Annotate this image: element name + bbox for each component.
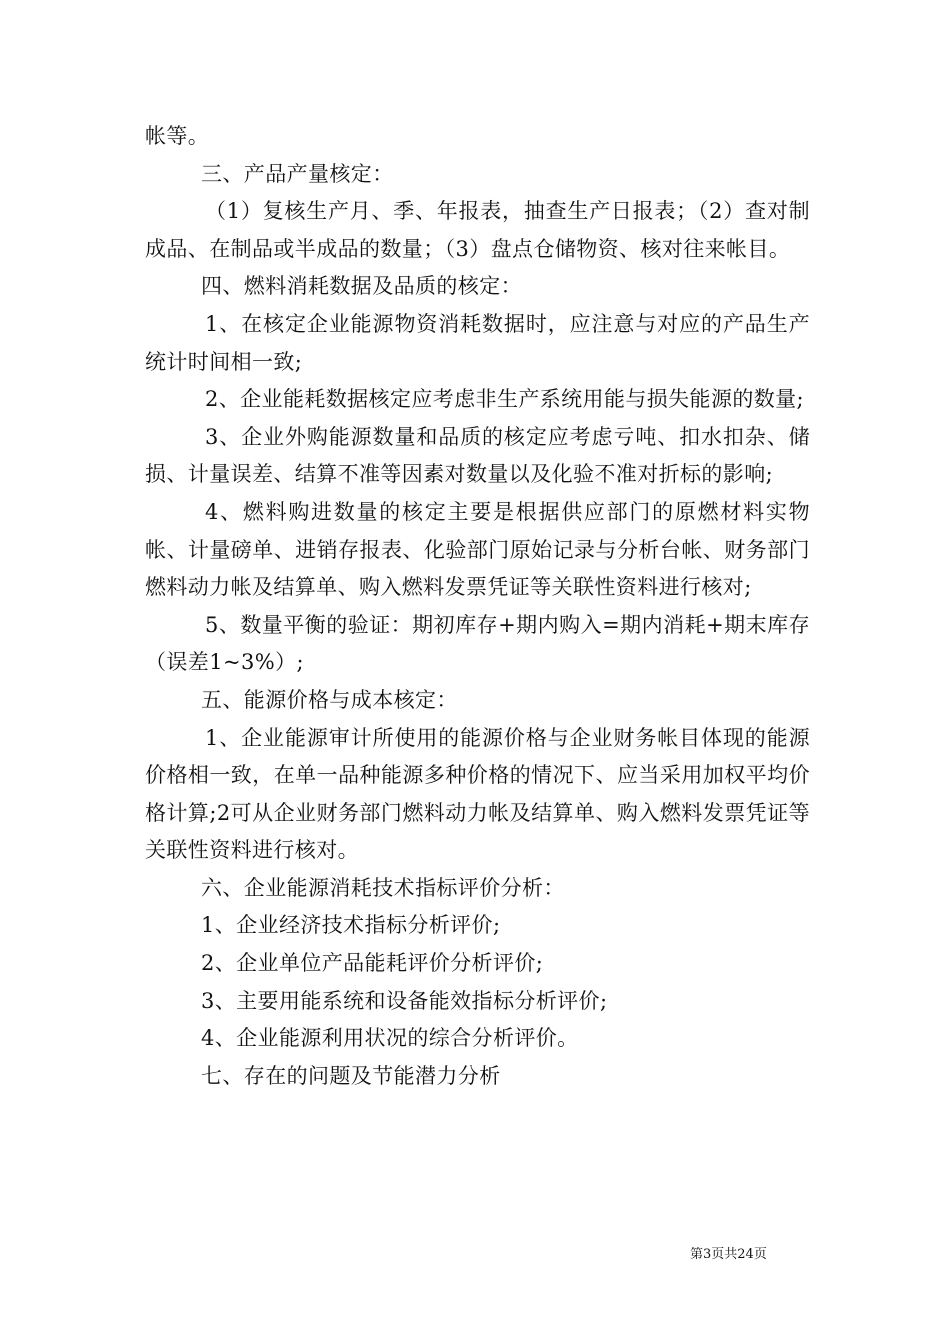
list-item-price-1: 1、企业能源审计所使用的能源价格与企业财务帐目体现的能源价格相一致，在单一品种能源多种价格的情况下、应当采用加权平均价格计算;2可从企业财务部门燃料动力帐及结算单、购入燃料发票凭证等关联性资料进行核对。 xyxy=(145,725,810,863)
list-item-fuel-3: 3、企业外购能源数量和品质的核定应考虑亏吨、扣水扣杂、储损、计量误差、结算不准等因素对数量以及化验不准对折标的影响; xyxy=(145,424,810,487)
document-body xyxy=(145,118,810,1095)
heading-fuel-consumption: 四、燃料消耗数据及品质的核定： xyxy=(201,274,522,299)
list-item-indicator-2: 2、企业单位产品能耗评价分析评价; xyxy=(201,951,544,976)
paragraph-output-checks: （1）复核生产月、季、年报表，抽查生产日报表；（2）查对制成品、在制品或半成品的数量；（3）盘点仓储物资、核对往来帐目。 xyxy=(145,199,810,261)
list-item-indicator-4: 4、企业能源利用状况的综合分析评价。 xyxy=(201,1026,579,1051)
heading-energy-price: 五、能源价格与成本核定： xyxy=(201,687,458,712)
heading-technical-indicators: 六、企业能源消耗技术指标评价分析： xyxy=(201,875,565,900)
heading-problems-potential: 七、存在的问题及节能潜力分析 xyxy=(201,1063,501,1088)
list-item-fuel-1: 1、在核定企业能源物资消耗数据时，应注意与对应的产品生产统计时间相一致; xyxy=(145,311,810,374)
list-item-indicator-1: 1、企业经济技术指标分析评价; xyxy=(201,913,501,938)
list-item-fuel-2: 2、企业能耗数据核定应考虑非生产系统用能与损失能源的数量; xyxy=(205,387,805,412)
list-item-fuel-4: 4、燃料购进数量的核定主要是根据供应部门的原燃材料实物帐、计量磅单、进销存报表、化验部门原始记录与分析台帐、财务部门燃料动力帐及结算单、购入燃料发票凭证等关联性资料进行核对; xyxy=(145,499,810,600)
page-number: 第3页共24页 xyxy=(690,1247,767,1262)
list-item-fuel-5: 5、数量平衡的验证：期初库存+期内购入=期内消耗+期末库存（误差1~3%）; xyxy=(145,612,810,675)
list-item-indicator-3: 3、主要用能系统和设备能效指标分析评价; xyxy=(201,988,608,1013)
paragraph-continuation: 帐等。 xyxy=(145,124,210,148)
heading-product-output: 三、产品产量核定： xyxy=(201,161,394,186)
